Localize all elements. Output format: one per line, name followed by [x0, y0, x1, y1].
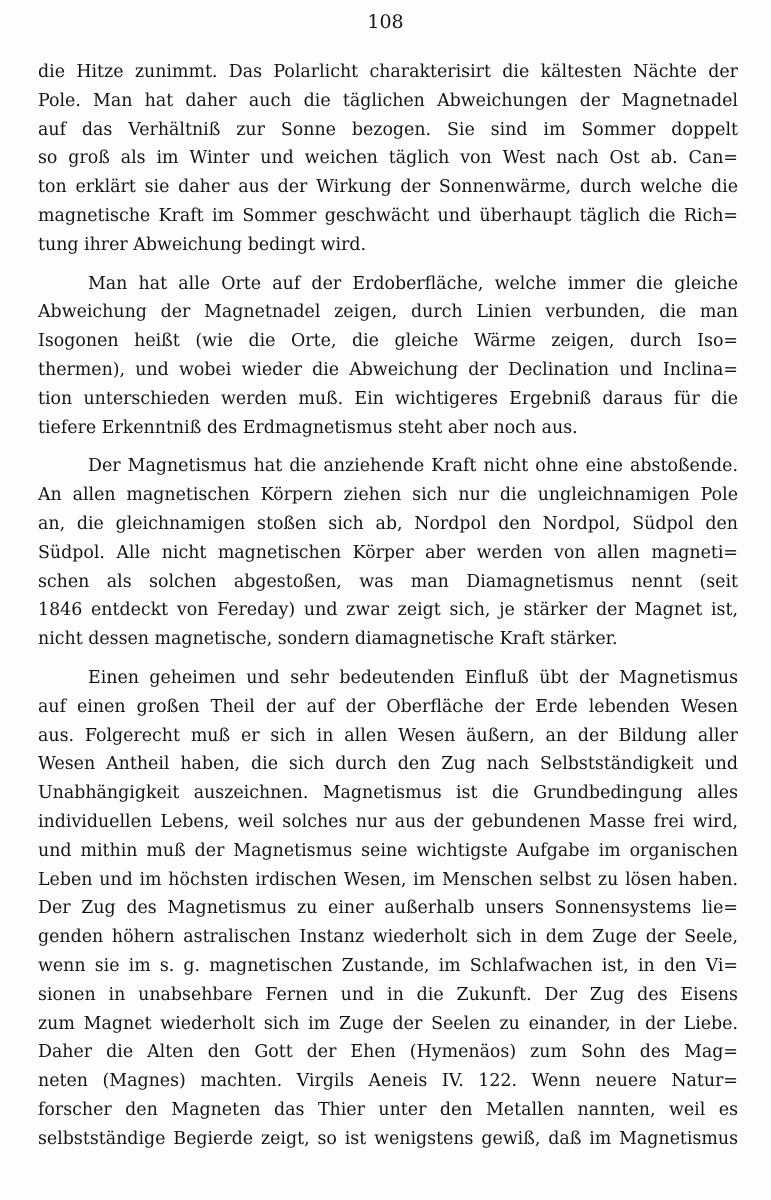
text-line: selbstständige Begierde zeigt, so ist wenigstens gewiß, daß im Magnetismus	[38, 1128, 738, 1149]
text-line: auf einen großen Theil der auf der Oberfläche der Erde lebenden Wesen	[38, 696, 738, 717]
text-line: Einen geheimen und sehr bedeutenden Einfluß übt der Magnetismus	[88, 667, 738, 688]
text-line: die Hitze zunimmt. Das Polarlicht charakterisirt die kältesten Nächte der	[38, 62, 738, 82]
text-line: Wesen Antheil haben, die sich durch den Zug nach Selbstständigkeit und	[38, 754, 738, 775]
text-line: Isogonen heißt (wie die Orte, die gleiche Wärme zeigen, durch Iso=	[38, 331, 738, 352]
text-line: magnetische Kraft im Sommer geschwächt und überhaupt täglich die Rich=	[38, 205, 738, 226]
paragraph-3	[38, 452, 738, 654]
text-line: thermen), und wobei wieder die Abweichung der Declination und Inclina=	[38, 359, 738, 380]
text-line: Der Zug des Magnetismus zu einer außerhalb unsers Sonnensystems lie=	[38, 898, 738, 919]
text-line: Pole. Man hat daher auch die täglichen Abweichungen der Magnetnadel	[38, 90, 738, 111]
body-text	[38, 58, 738, 1163]
text-line: wenn sie im s. g. magnetischen Zustande, im Schlafwachen ist, in den Vi=	[38, 955, 738, 976]
text-line: Daher die Alten den Gott der Ehen (Hymenäos) zum Sohn des Mag=	[38, 1042, 738, 1063]
text-line: aus. Folgerecht muß er sich in allen Wesen äußern, an der Bildung aller	[38, 725, 738, 746]
paragraph-2	[38, 270, 738, 443]
text-line: zum Magnet wiederholt sich im Zuge der Seelen zu einander, in der Liebe.	[38, 1013, 738, 1034]
page-number: 108	[367, 11, 404, 33]
text-line: an, die gleichnamigen stoßen sich ab, Nordpol den Nordpol, Südpol den	[38, 513, 738, 534]
text-line: Der Magnetismus hat die anziehende Kraft nicht ohne eine abstoßende.	[88, 456, 738, 477]
text-line: neten (Magnes) machten. Virgils Aeneis IV. 122. Wenn neuere Natur=	[38, 1071, 738, 1092]
text-line: tion unterschieden werden muß. Ein wichtigeres Ergebniß daraus für die	[38, 388, 738, 409]
paragraph-1	[38, 58, 738, 260]
text-line: Abweichung der Magnetnadel zeigen, durch Linien verbunden, die man	[38, 302, 738, 323]
text-line: 1846 entdeckt von Fereday) und zwar zeigt sich, je stärker der Magnet ist,	[38, 600, 738, 621]
text-line: Unabhängigkeit auszeichnen. Magnetismus ist die Grundbedingung alles	[38, 783, 738, 804]
text-line: genden höhern astralischen Instanz wiederholt sich in dem Zuge der Seele,	[38, 927, 738, 948]
text-line: so groß als im Winter und weichen täglich von West nach Ost ab. Can=	[38, 148, 738, 169]
text-line: Leben und im höchsten irdischen Wesen, im Menschen selbst zu lösen haben.	[38, 869, 738, 890]
text-line: tung ihrer Abweichung bedingt wird.	[38, 234, 367, 255]
text-line: An allen magnetischen Körpern ziehen sich nur die ungleichnamigen Pole	[38, 485, 738, 506]
text-line: Man hat alle Orte auf der Erdoberfläche, welche immer die gleiche	[88, 273, 738, 294]
text-line: sionen in unabsehbare Fernen und in die Zukunft. Der Zug des Eisens	[38, 984, 738, 1005]
text-line: Südpol. Alle nicht magnetischen Körper aber werden von allen magneti=	[38, 542, 738, 563]
text-line: ton erklärt sie daher aus der Wirkung der Sonnenwärme, durch welche die	[38, 177, 738, 198]
text-line: tiefere Erkenntniß des Erdmagnetismus steht aber noch aus.	[38, 417, 578, 438]
paragraph-4	[38, 664, 738, 1154]
text-line: forscher den Magneten das Thier unter den Metallen nannten, weil es	[38, 1099, 738, 1120]
text-line: nicht dessen magnetische, sondern diamagnetische Kraft stärker.	[38, 629, 618, 650]
text-line: und mithin muß der Magnetismus seine wichtigste Aufgabe im organischen	[38, 840, 738, 861]
text-line: schen als solchen abgestoßen, was man Diamagnetismus nennt (seit	[38, 571, 738, 592]
text-line: auf das Verhältniß zur Sonne bezogen. Sie sind im Sommer doppelt	[38, 119, 738, 140]
text-line: individuellen Lebens, weil solches nur aus der gebundenen Masse frei wird,	[38, 811, 738, 832]
